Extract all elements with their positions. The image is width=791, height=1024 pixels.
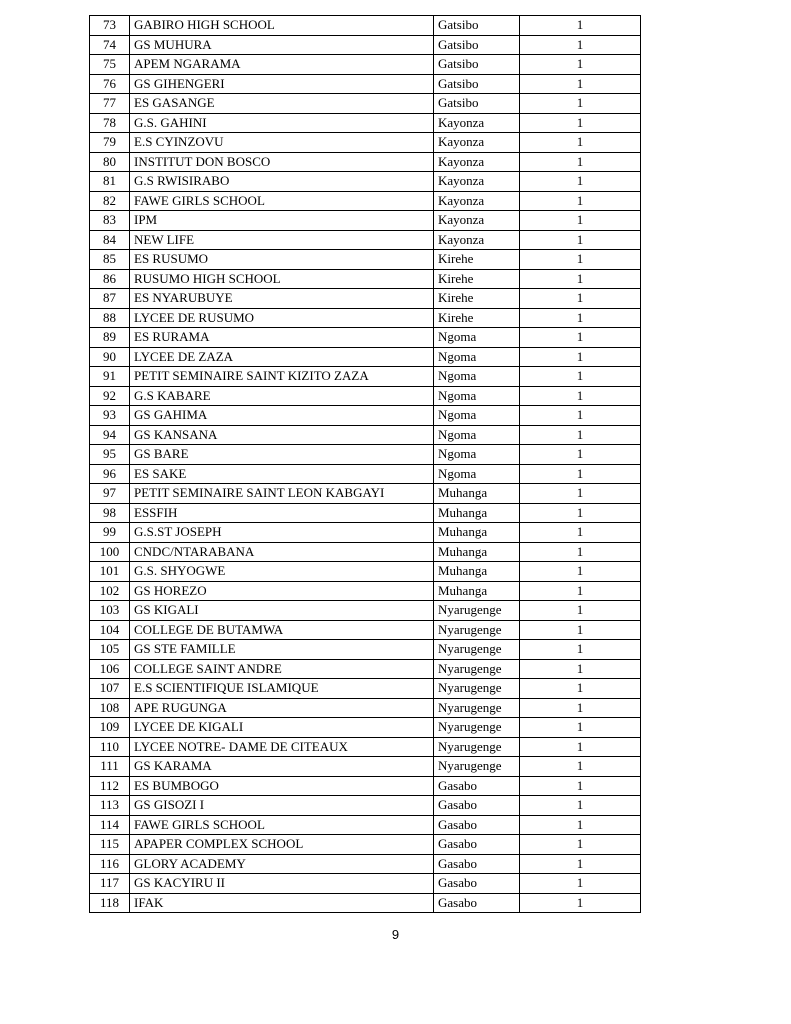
table-row — [90, 601, 641, 621]
school-name-cell: APAPER COMPLEX SCHOOL — [130, 835, 434, 855]
table-row — [90, 35, 641, 55]
district-cell: Kayonza — [434, 191, 520, 211]
table-row — [90, 776, 641, 796]
district-cell: Muhanga — [434, 484, 520, 504]
district-cell: Nyarugenge — [434, 679, 520, 699]
table-row — [90, 152, 641, 172]
row-number-cell: 87 — [90, 289, 130, 309]
row-number-cell: 113 — [90, 796, 130, 816]
count-cell: 1 — [520, 698, 641, 718]
count-cell: 1 — [520, 386, 641, 406]
table-row — [90, 113, 641, 133]
row-number-cell: 94 — [90, 425, 130, 445]
count-cell: 1 — [520, 35, 641, 55]
school-name-cell: E.S CYINZOVU — [130, 133, 434, 153]
count-cell: 1 — [520, 211, 641, 231]
count-cell: 1 — [520, 854, 641, 874]
table-row — [90, 445, 641, 465]
table-row — [90, 464, 641, 484]
table-row — [90, 328, 641, 348]
school-name-cell: PETIT SEMINAIRE SAINT KIZITO ZAZA — [130, 367, 434, 387]
row-number-cell: 109 — [90, 718, 130, 738]
school-name-cell: ES RURAMA — [130, 328, 434, 348]
schools-table — [89, 15, 641, 913]
table-row — [90, 854, 641, 874]
count-cell: 1 — [520, 308, 641, 328]
row-number-cell: 79 — [90, 133, 130, 153]
table-row — [90, 562, 641, 582]
table-row — [90, 718, 641, 738]
district-cell: Nyarugenge — [434, 620, 520, 640]
row-number-cell: 80 — [90, 152, 130, 172]
district-cell: Nyarugenge — [434, 601, 520, 621]
district-cell: Gasabo — [434, 796, 520, 816]
row-number-cell: 116 — [90, 854, 130, 874]
page-number: 9 — [391, 927, 400, 942]
table-row — [90, 94, 641, 114]
row-number-cell: 104 — [90, 620, 130, 640]
row-number-cell: 84 — [90, 230, 130, 250]
district-cell: Muhanga — [434, 542, 520, 562]
district-cell: Ngoma — [434, 386, 520, 406]
table-row — [90, 191, 641, 211]
school-name-cell: GS HOREZO — [130, 581, 434, 601]
table-row — [90, 133, 641, 153]
schools-table-body — [90, 16, 641, 913]
school-name-cell: ES RUSUMO — [130, 250, 434, 270]
district-cell: Gatsibo — [434, 35, 520, 55]
district-cell: Kayonza — [434, 152, 520, 172]
school-name-cell: IPM — [130, 211, 434, 231]
school-name-cell: GS KANSANA — [130, 425, 434, 445]
table-row — [90, 172, 641, 192]
table-row — [90, 640, 641, 660]
count-cell: 1 — [520, 679, 641, 699]
table-row — [90, 698, 641, 718]
row-number-cell: 108 — [90, 698, 130, 718]
row-number-cell: 103 — [90, 601, 130, 621]
count-cell: 1 — [520, 289, 641, 309]
row-number-cell: 85 — [90, 250, 130, 270]
count-cell: 1 — [520, 757, 641, 777]
row-number-cell: 107 — [90, 679, 130, 699]
count-cell: 1 — [520, 172, 641, 192]
row-number-cell: 118 — [90, 893, 130, 913]
district-cell: Kayonza — [434, 133, 520, 153]
row-number-cell: 117 — [90, 874, 130, 894]
district-cell: Muhanga — [434, 503, 520, 523]
count-cell: 1 — [520, 835, 641, 855]
district-cell: Ngoma — [434, 367, 520, 387]
school-name-cell: G.S RWISIRABO — [130, 172, 434, 192]
row-number-cell: 101 — [90, 562, 130, 582]
district-cell: Gatsibo — [434, 16, 520, 36]
table-row — [90, 679, 641, 699]
district-cell: Ngoma — [434, 445, 520, 465]
school-name-cell: NEW LIFE — [130, 230, 434, 250]
count-cell: 1 — [520, 113, 641, 133]
school-name-cell: GS BARE — [130, 445, 434, 465]
school-name-cell: APE RUGUNGA — [130, 698, 434, 718]
row-number-cell: 100 — [90, 542, 130, 562]
school-name-cell: FAWE GIRLS SCHOOL — [130, 191, 434, 211]
count-cell: 1 — [520, 464, 641, 484]
table-row — [90, 269, 641, 289]
table-row — [90, 289, 641, 309]
school-name-cell: ES NYARUBUYE — [130, 289, 434, 309]
count-cell: 1 — [520, 659, 641, 679]
district-cell: Muhanga — [434, 581, 520, 601]
school-name-cell: GS STE FAMILLE — [130, 640, 434, 660]
district-cell: Ngoma — [434, 328, 520, 348]
row-number-cell: 102 — [90, 581, 130, 601]
row-number-cell: 115 — [90, 835, 130, 855]
school-name-cell: LYCEE DE RUSUMO — [130, 308, 434, 328]
table-row — [90, 425, 641, 445]
school-name-cell: GS KIGALI — [130, 601, 434, 621]
school-name-cell: GS GISOZI I — [130, 796, 434, 816]
district-cell: Gasabo — [434, 854, 520, 874]
count-cell: 1 — [520, 562, 641, 582]
row-number-cell: 82 — [90, 191, 130, 211]
district-cell: Nyarugenge — [434, 698, 520, 718]
school-name-cell: LYCEE DE KIGALI — [130, 718, 434, 738]
row-number-cell: 93 — [90, 406, 130, 426]
table-row — [90, 796, 641, 816]
district-cell: Ngoma — [434, 406, 520, 426]
row-number-cell: 96 — [90, 464, 130, 484]
school-name-cell: CNDC/NTARABANA — [130, 542, 434, 562]
district-cell: Kirehe — [434, 289, 520, 309]
row-number-cell: 81 — [90, 172, 130, 192]
school-name-cell: GABIRO HIGH SCHOOL — [130, 16, 434, 36]
district-cell: Gatsibo — [434, 55, 520, 75]
table-row — [90, 874, 641, 894]
table-row — [90, 815, 641, 835]
count-cell: 1 — [520, 133, 641, 153]
school-name-cell: PETIT SEMINAIRE SAINT LEON KABGAYI — [130, 484, 434, 504]
row-number-cell: 114 — [90, 815, 130, 835]
count-cell: 1 — [520, 152, 641, 172]
school-name-cell: ESSFIH — [130, 503, 434, 523]
district-cell: Gatsibo — [434, 74, 520, 94]
row-number-cell: 75 — [90, 55, 130, 75]
school-name-cell: FAWE GIRLS SCHOOL — [130, 815, 434, 835]
school-name-cell: GLORY ACADEMY — [130, 854, 434, 874]
school-name-cell: INSTITUT DON BOSCO — [130, 152, 434, 172]
table-row — [90, 893, 641, 913]
table-row — [90, 211, 641, 231]
count-cell: 1 — [520, 94, 641, 114]
district-cell: Kirehe — [434, 250, 520, 270]
count-cell: 1 — [520, 445, 641, 465]
count-cell: 1 — [520, 815, 641, 835]
school-name-cell: ES BUMBOGO — [130, 776, 434, 796]
district-cell: Kayonza — [434, 113, 520, 133]
table-row — [90, 74, 641, 94]
school-name-cell: COLLEGE DE BUTAMWA — [130, 620, 434, 640]
count-cell: 1 — [520, 601, 641, 621]
school-name-cell: IFAK — [130, 893, 434, 913]
school-name-cell: GS KARAMA — [130, 757, 434, 777]
row-number-cell: 92 — [90, 386, 130, 406]
count-cell: 1 — [520, 718, 641, 738]
count-cell: 1 — [520, 367, 641, 387]
school-name-cell: GS GAHIMA — [130, 406, 434, 426]
row-number-cell: 98 — [90, 503, 130, 523]
row-number-cell: 95 — [90, 445, 130, 465]
district-cell: Nyarugenge — [434, 757, 520, 777]
count-cell: 1 — [520, 328, 641, 348]
row-number-cell: 74 — [90, 35, 130, 55]
count-cell: 1 — [520, 542, 641, 562]
count-cell: 1 — [520, 269, 641, 289]
school-name-cell: APEM NGARAMA — [130, 55, 434, 75]
table-row — [90, 484, 641, 504]
district-cell: Nyarugenge — [434, 640, 520, 660]
school-name-cell: E.S SCIENTIFIQUE ISLAMIQUE — [130, 679, 434, 699]
table-row — [90, 503, 641, 523]
school-name-cell: G.S. GAHINI — [130, 113, 434, 133]
row-number-cell: 73 — [90, 16, 130, 36]
table-row — [90, 230, 641, 250]
count-cell: 1 — [520, 347, 641, 367]
school-name-cell: LYCEE DE ZAZA — [130, 347, 434, 367]
row-number-cell: 99 — [90, 523, 130, 543]
district-cell: Ngoma — [434, 464, 520, 484]
table-row — [90, 55, 641, 75]
school-name-cell: ES SAKE — [130, 464, 434, 484]
count-cell: 1 — [520, 581, 641, 601]
row-number-cell: 86 — [90, 269, 130, 289]
district-cell: Kirehe — [434, 308, 520, 328]
table-row — [90, 620, 641, 640]
table-row — [90, 16, 641, 36]
school-name-cell: G.S. SHYOGWE — [130, 562, 434, 582]
table-row — [90, 835, 641, 855]
table-row — [90, 737, 641, 757]
district-cell: Gasabo — [434, 893, 520, 913]
district-cell: Kayonza — [434, 172, 520, 192]
count-cell: 1 — [520, 640, 641, 660]
table-row — [90, 581, 641, 601]
count-cell: 1 — [520, 16, 641, 36]
table-row — [90, 250, 641, 270]
district-cell: Gasabo — [434, 815, 520, 835]
school-name-cell: LYCEE NOTRE- DAME DE CITEAUX — [130, 737, 434, 757]
school-name-cell: RUSUMO HIGH SCHOOL — [130, 269, 434, 289]
district-cell: Ngoma — [434, 347, 520, 367]
row-number-cell: 77 — [90, 94, 130, 114]
district-cell: Gasabo — [434, 835, 520, 855]
table-row — [90, 367, 641, 387]
count-cell: 1 — [520, 484, 641, 504]
row-number-cell: 83 — [90, 211, 130, 231]
school-name-cell: COLLEGE SAINT ANDRE — [130, 659, 434, 679]
count-cell: 1 — [520, 620, 641, 640]
school-name-cell: G.S.ST JOSEPH — [130, 523, 434, 543]
row-number-cell: 111 — [90, 757, 130, 777]
count-cell: 1 — [520, 55, 641, 75]
count-cell: 1 — [520, 74, 641, 94]
district-cell: Gatsibo — [434, 94, 520, 114]
count-cell: 1 — [520, 796, 641, 816]
district-cell: Gasabo — [434, 776, 520, 796]
row-number-cell: 112 — [90, 776, 130, 796]
school-name-cell: GS KACYIRU II — [130, 874, 434, 894]
row-number-cell: 110 — [90, 737, 130, 757]
row-number-cell: 88 — [90, 308, 130, 328]
school-name-cell: GS GIHENGERI — [130, 74, 434, 94]
count-cell: 1 — [520, 503, 641, 523]
count-cell: 1 — [520, 191, 641, 211]
school-name-cell: G.S KABARE — [130, 386, 434, 406]
district-cell: Muhanga — [434, 523, 520, 543]
row-number-cell: 106 — [90, 659, 130, 679]
district-cell: Nyarugenge — [434, 737, 520, 757]
table-row — [90, 347, 641, 367]
district-cell: Muhanga — [434, 562, 520, 582]
school-name-cell: ES GASANGE — [130, 94, 434, 114]
row-number-cell: 91 — [90, 367, 130, 387]
count-cell: 1 — [520, 893, 641, 913]
district-cell: Kayonza — [434, 230, 520, 250]
count-cell: 1 — [520, 406, 641, 426]
table-row — [90, 308, 641, 328]
row-number-cell: 97 — [90, 484, 130, 504]
table-row — [90, 542, 641, 562]
table-row — [90, 406, 641, 426]
table-row — [90, 757, 641, 777]
table-row — [90, 386, 641, 406]
row-number-cell: 105 — [90, 640, 130, 660]
district-cell: Ngoma — [434, 425, 520, 445]
district-cell: Kayonza — [434, 211, 520, 231]
row-number-cell: 89 — [90, 328, 130, 348]
count-cell: 1 — [520, 230, 641, 250]
count-cell: 1 — [520, 523, 641, 543]
row-number-cell: 90 — [90, 347, 130, 367]
count-cell: 1 — [520, 425, 641, 445]
table-row — [90, 523, 641, 543]
row-number-cell: 76 — [90, 74, 130, 94]
school-name-cell: GS MUHURA — [130, 35, 434, 55]
row-number-cell: 78 — [90, 113, 130, 133]
count-cell: 1 — [520, 874, 641, 894]
count-cell: 1 — [520, 737, 641, 757]
count-cell: 1 — [520, 776, 641, 796]
district-cell: Nyarugenge — [434, 659, 520, 679]
district-cell: Kirehe — [434, 269, 520, 289]
count-cell: 1 — [520, 250, 641, 270]
district-cell: Nyarugenge — [434, 718, 520, 738]
district-cell: Gasabo — [434, 874, 520, 894]
table-row — [90, 659, 641, 679]
